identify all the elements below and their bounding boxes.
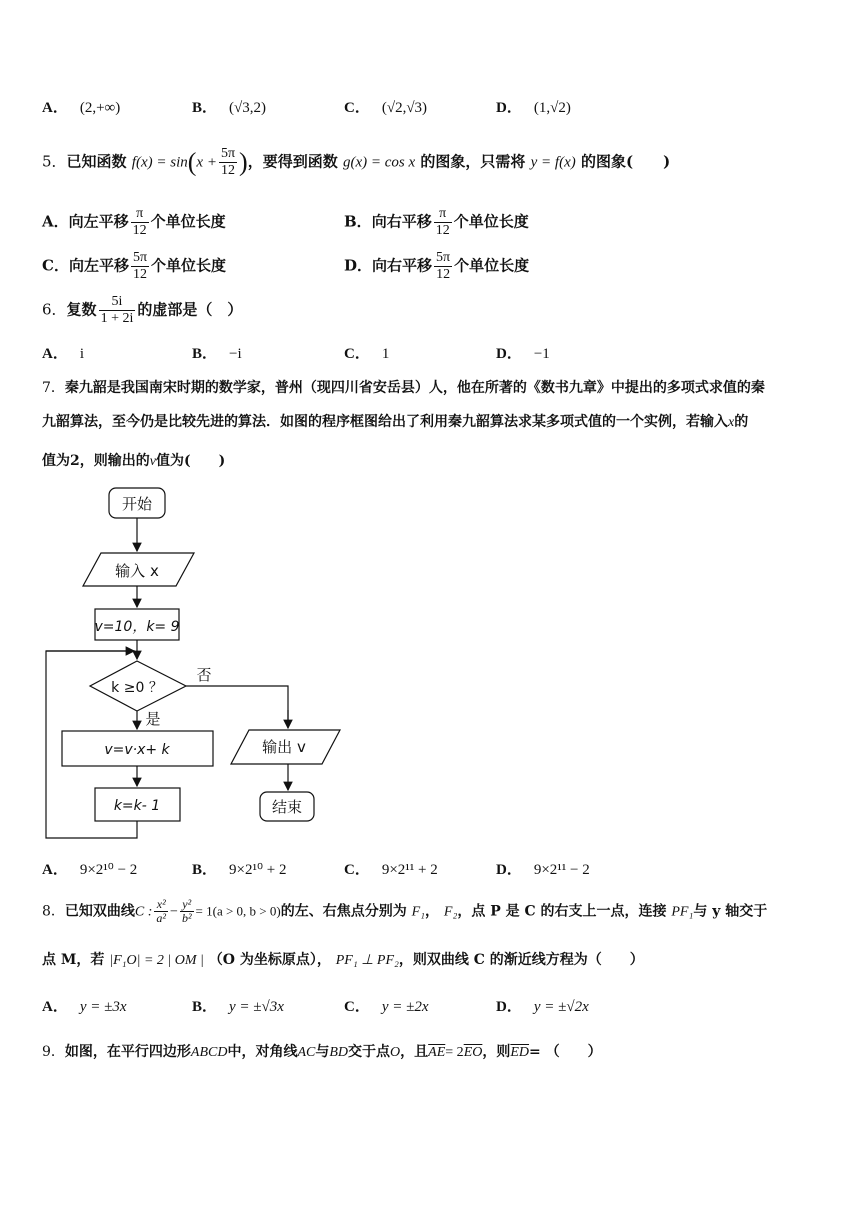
q5-option-c: C．向左平移 $\frac{5\pi}{12}$ 个单位长度 [42, 250, 227, 282]
q7-option-c: C． 9×2¹¹ + 2 [344, 862, 438, 878]
q7-stem-line3: 值为2，则输出的v值为( ) [42, 453, 226, 469]
start-label: 开始 [121, 495, 153, 513]
condition-label: k ≥0 ？ [111, 680, 163, 696]
q5-option-d: D．向右平移 $\frac{5\pi}{12}$ 个单位长度 [344, 250, 530, 282]
q6-stem: 6．复数 $\frac{5i}{1 + 2i}$ 的虚部是（ ） [42, 294, 243, 326]
input-label: 输入 x [115, 562, 159, 580]
q7-stem-line2: 九韶算法，至今仍是比较先进的算法．如图的程序框图给出了利用秦九韶算法求某多项式值的一个实例，若输入x的 [42, 414, 749, 430]
q5-stem: 5．已知函数 f(x) = sin(x + $\frac{5\pi}{12}$ )，要得到函数 g(x) = cos x 的图象，只需将 y = f(x) 的图象( ) [42, 146, 671, 178]
q8-option-b: B． y = ±√3x [192, 999, 284, 1015]
output-label: 输出 v [262, 738, 306, 756]
q4-option-a: A． (2,+∞) [42, 100, 121, 116]
no-label: 否 [196, 666, 212, 684]
q7-stem-line1: 7．秦九韶是我国南宋时期的数学家，普州（现四川省安岳县）人，他在所著的《数书九章》中提出的多项式求值的秦 [42, 380, 765, 396]
q8-option-a: A． y = ±3x [42, 999, 127, 1015]
update-k-label: k=k- 1 [113, 798, 161, 814]
yes-label: 是 [145, 710, 161, 728]
end-label: 结束 [271, 798, 303, 816]
q8-option-d: D． y = ±√2x [496, 999, 589, 1015]
q9-stem: 9．如图，在平行四边形ABCD中，对角线AC与BD交于点O，且$\overline{AE}= 2\overline{EO}$，则$\overline{ED}=$ （ ） [42, 1044, 602, 1060]
q4-option-b: B． (√3,2) [192, 100, 266, 116]
q4-option-c: C． (√2,√3) [344, 100, 428, 116]
update-v-label: v=v·x+ k [104, 742, 170, 758]
q6-option-a: A． i [42, 346, 85, 362]
q4-option-d: D． (1,√2) [496, 100, 571, 116]
q6-option-b: B． −i [192, 346, 242, 362]
q8-stem-line1: 8．已知双曲线C : $\frac{\text{x²}}{\text{a²}}$ − $\frac{\text{y²}}{\text{b²}}$ = 1(a > 0, b > 0)的左、右焦点分别为 F₁， F₂，点 P 是 C 的右支上一点，连接 PF₁与 y 轴交于 [42, 897, 768, 925]
q7-flowchart [0, 480, 360, 850]
q6-option-c: C． 1 [344, 346, 390, 362]
q7-option-a: A． 9×2¹⁰ − 2 [42, 862, 138, 878]
q5-option-a: A．向左平移 $\frac{\pi}{12}$ 个单位长度 [42, 206, 226, 238]
q8-stem-line2: 点 M，若 |F₁O| = 2 | OM | （O 为坐标原点）， PF₁ ⊥ PF₂，则双曲线 C 的渐近线方程为（ ） [42, 952, 644, 968]
q8-option-c: C． y = ±2x [344, 999, 429, 1015]
q6-option-d: D． −1 [496, 346, 550, 362]
q5-option-b: B．向右平移 $\frac{\pi}{12}$ 个单位长度 [344, 206, 529, 238]
init-label: v=10，k= 9 [94, 619, 180, 635]
q7-option-d: D． 9×2¹¹ − 2 [496, 862, 590, 878]
q7-option-b: B． 9×2¹⁰ + 2 [192, 862, 287, 878]
